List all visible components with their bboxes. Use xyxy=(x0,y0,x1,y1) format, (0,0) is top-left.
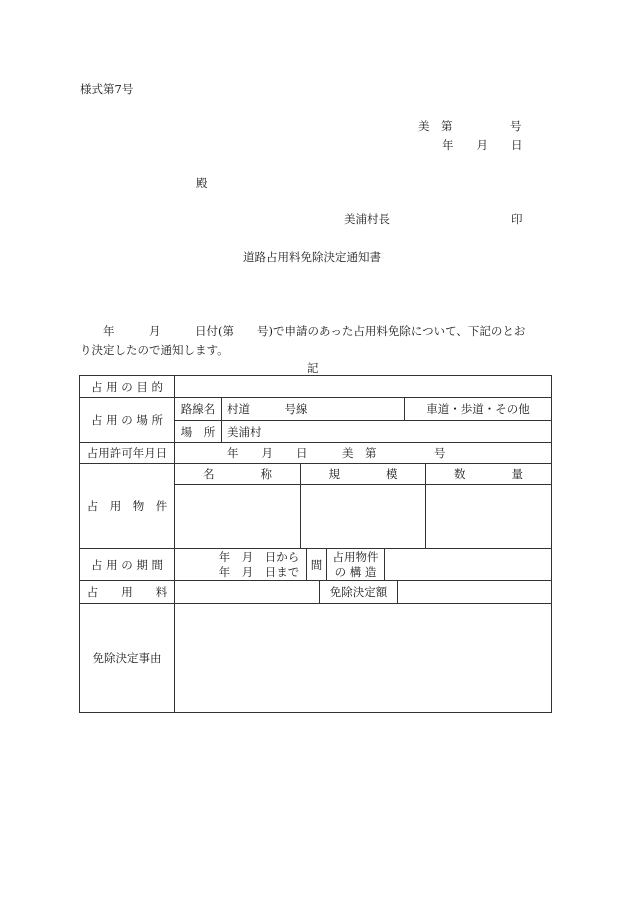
route-name-label: 路線名 xyxy=(180,402,216,416)
reason-value[interactable] xyxy=(175,604,551,712)
body-text-line-1: 年 月 日付(第 号)で申請のあった占用料免除について、下記のとお xyxy=(80,324,526,338)
purpose-label: 占 用 の 目 的 xyxy=(90,379,164,394)
object-scale-value[interactable] xyxy=(301,485,425,548)
period-kan: 間 xyxy=(310,557,323,572)
road-type[interactable]: 車道・歩道・その他 xyxy=(426,402,530,416)
reason-label: 免除決定事由 xyxy=(92,651,162,665)
period-to[interactable]: 年 月 日まで xyxy=(218,564,300,579)
place-value[interactable]: 美浦村 xyxy=(227,424,262,439)
period-label: 占 用 の 期 間 xyxy=(90,557,164,572)
addressee-suffix: 殿 xyxy=(196,176,208,190)
object-quantity-value[interactable] xyxy=(426,485,551,548)
route-value[interactable]: 村道 号線 xyxy=(227,402,308,416)
exempt-amount-label: 免除決定額 xyxy=(329,585,388,599)
structure-value[interactable] xyxy=(385,549,551,580)
form-table xyxy=(79,375,552,713)
place-label: 占 用 の 場 所 xyxy=(90,413,164,427)
object-name-value[interactable] xyxy=(175,485,300,548)
exempt-amount-value[interactable] xyxy=(398,581,551,603)
form-number: 様式第7号 xyxy=(80,82,134,96)
ki-heading: 記 xyxy=(307,361,319,375)
document-number-line: 美 第 号 xyxy=(418,119,522,133)
period-from[interactable]: 年 月 日から xyxy=(218,549,300,564)
object-label: 占 用 物 件 xyxy=(86,499,168,513)
date-line: 年 月 日 xyxy=(442,138,523,152)
column-header-name: 名 称 xyxy=(203,467,272,481)
purpose-value[interactable] xyxy=(175,376,551,397)
issuer-name: 美浦村長 xyxy=(344,212,390,226)
body-text-line-2: り決定したので通知します。 xyxy=(80,343,229,357)
fee-label: 占 用 料 xyxy=(86,585,168,599)
column-header-scale: 規 模 xyxy=(328,467,398,481)
structure-label-line-2: の 構 造 xyxy=(334,564,377,579)
permit-date-value[interactable]: 年 月 日 美 第 号 xyxy=(227,446,446,460)
place-sub-label: 場 所 xyxy=(180,424,216,439)
fee-value[interactable] xyxy=(175,581,319,603)
permit-date-label: 占用許可年月日 xyxy=(86,446,168,460)
document-title: 道路占用料免除決定通知書 xyxy=(243,250,381,264)
column-header-quantity: 数 量 xyxy=(454,467,523,481)
structure-label-line-1: 占用物件 xyxy=(332,549,379,564)
seal-mark: 印 xyxy=(511,212,523,226)
